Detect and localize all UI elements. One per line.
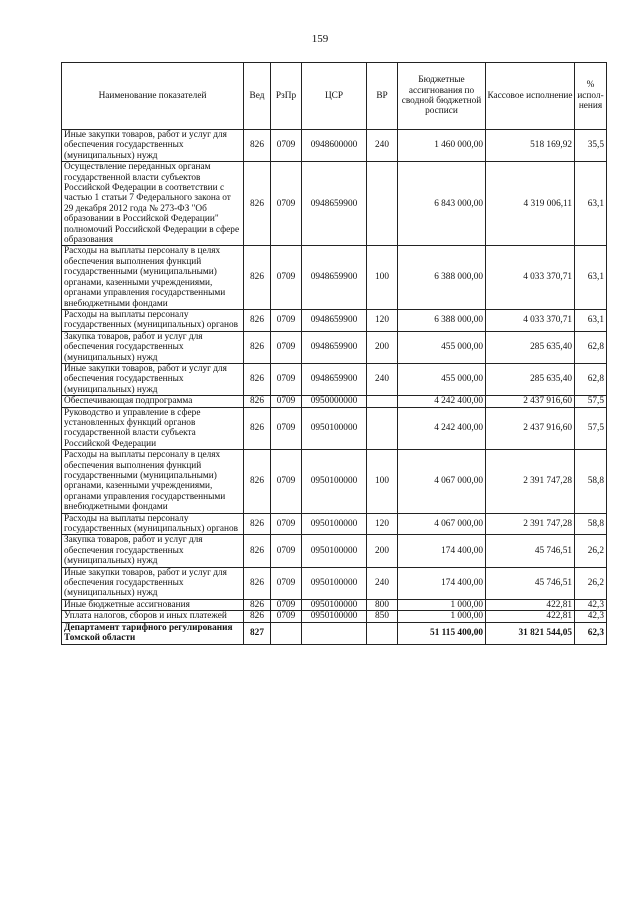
cell-kass: 45 746,51 <box>486 535 575 567</box>
cell-rzpr: 0709 <box>271 246 302 309</box>
cell-csr: 0950100000 <box>302 567 367 599</box>
table-row <box>62 450 607 513</box>
cell-name: Обеспечивающая подпрограмма <box>62 396 244 407</box>
cell-csr: 0948659900 <box>302 246 367 309</box>
cell-vr <box>367 622 398 644</box>
cell-vr <box>367 396 398 407</box>
cell-vr: 850 <box>367 611 398 622</box>
table-body <box>62 130 607 645</box>
cell-rzpr: 0709 <box>271 331 302 363</box>
cell-budget: 6 843 000,00 <box>398 162 486 246</box>
cell-pct: 57,5 <box>575 396 607 407</box>
cell-pct: 26,2 <box>575 535 607 567</box>
table-row <box>62 513 607 535</box>
cell-pct: 63,1 <box>575 309 607 331</box>
cell-ved: 826 <box>244 331 271 363</box>
cell-budget: 6 388 000,00 <box>398 309 486 331</box>
cell-pct: 26,2 <box>575 567 607 599</box>
cell-pct: 35,5 <box>575 130 607 162</box>
cell-vr <box>367 162 398 246</box>
cell-budget: 4 242 400,00 <box>398 396 486 407</box>
cell-budget: 4 242 400,00 <box>398 407 486 450</box>
cell-ved: 826 <box>244 162 271 246</box>
cell-budget: 455 000,00 <box>398 331 486 363</box>
table-row <box>62 130 607 162</box>
cell-ved: 826 <box>244 450 271 513</box>
cell-name: Иные закупки товаров, работ и услуг для обеспечения государственных (муниципальных) нужд <box>62 567 244 599</box>
cell-ved: 826 <box>244 396 271 407</box>
table-row <box>62 331 607 363</box>
cell-name: Департамент тарифного регулирования Томской области <box>62 622 244 644</box>
cell-rzpr: 0709 <box>271 407 302 450</box>
cell-csr: 0950100000 <box>302 599 367 610</box>
table-header-row <box>62 63 607 130</box>
cell-csr: 0948659900 <box>302 363 367 395</box>
cell-budget: 455 000,00 <box>398 363 486 395</box>
cell-csr: 0950100000 <box>302 407 367 450</box>
cell-rzpr: 0709 <box>271 611 302 622</box>
cell-rzpr: 0709 <box>271 309 302 331</box>
cell-kass: 45 746,51 <box>486 567 575 599</box>
cell-ved: 826 <box>244 130 271 162</box>
cell-rzpr: 0709 <box>271 363 302 395</box>
cell-name: Закупка товаров, работ и услуг для обеспечения государственных (муниципальных) нужд <box>62 535 244 567</box>
cell-name: Расходы на выплаты персоналу в целях обеспечения выполнения функций государственными (муниципальными) органами, казенными учреждениями, органами управления государственными внебюджетными фондами <box>62 246 244 309</box>
table-row <box>62 162 607 246</box>
cell-ved: 826 <box>244 363 271 395</box>
cell-ved: 826 <box>244 567 271 599</box>
table-row <box>62 535 607 567</box>
cell-vr: 200 <box>367 535 398 567</box>
cell-name: Закупка товаров, работ и услуг для обеспечения государственных (муниципальных) нужд <box>62 331 244 363</box>
cell-pct: 62,3 <box>575 622 607 644</box>
cell-pct: 42,3 <box>575 599 607 610</box>
cell-rzpr <box>271 622 302 644</box>
cell-kass: 4 319 006,11 <box>486 162 575 246</box>
cell-pct: 62,8 <box>575 331 607 363</box>
cell-name: Расходы на выплаты персоналу в целях обеспечения выполнения функций государственными (муниципальными) органами, казенными учреждениями, органами управления государственными внебюджетными фондами <box>62 450 244 513</box>
cell-budget: 1 460 000,00 <box>398 130 486 162</box>
cell-budget: 1 000,00 <box>398 611 486 622</box>
cell-kass: 2 437 916,60 <box>486 407 575 450</box>
cell-kass: 285 635,40 <box>486 363 575 395</box>
cell-vr: 120 <box>367 309 398 331</box>
header-budget: Бюджетные ассигнования по сводной бюджетной росписи <box>398 63 486 130</box>
cell-vr: 100 <box>367 246 398 309</box>
cell-name: Расходы на выплаты персоналу государственных (муниципальных) органов <box>62 513 244 535</box>
cell-ved: 826 <box>244 535 271 567</box>
cell-budget: 51 115 400,00 <box>398 622 486 644</box>
budget-table <box>61 62 607 645</box>
cell-name: Иные закупки товаров, работ и услуг для обеспечения государственных (муниципальных) нужд <box>62 363 244 395</box>
cell-kass: 2 391 747,28 <box>486 450 575 513</box>
cell-pct: 58,8 <box>575 450 607 513</box>
table-row <box>62 396 607 407</box>
cell-rzpr: 0709 <box>271 162 302 246</box>
cell-ved: 826 <box>244 246 271 309</box>
cell-pct: 62,8 <box>575 363 607 395</box>
cell-budget: 4 067 000,00 <box>398 450 486 513</box>
cell-pct: 42,3 <box>575 611 607 622</box>
cell-vr: 100 <box>367 450 398 513</box>
cell-vr: 240 <box>367 567 398 599</box>
cell-name: Руководство и управление в сфере установленных функций органов государственной власти субъекта Российской Федерации <box>62 407 244 450</box>
cell-ved: 826 <box>244 599 271 610</box>
cell-csr: 0948659900 <box>302 162 367 246</box>
table-row <box>62 611 607 622</box>
header-rzpr: РзПр <box>271 63 302 130</box>
cell-ved: 827 <box>244 622 271 644</box>
cell-vr: 800 <box>367 599 398 610</box>
cell-vr: 240 <box>367 130 398 162</box>
cell-csr: 0950100000 <box>302 450 367 513</box>
cell-vr: 200 <box>367 331 398 363</box>
header-kass: Кассовое исполнение <box>486 63 575 130</box>
table-row <box>62 363 607 395</box>
header-csr: ЦСР <box>302 63 367 130</box>
table-row <box>62 309 607 331</box>
cell-kass: 422,81 <box>486 599 575 610</box>
cell-ved: 826 <box>244 611 271 622</box>
table-row <box>62 567 607 599</box>
cell-budget: 4 067 000,00 <box>398 513 486 535</box>
cell-vr <box>367 407 398 450</box>
cell-rzpr: 0709 <box>271 513 302 535</box>
cell-pct: 63,1 <box>575 246 607 309</box>
header-pct: % испол-нения <box>575 63 607 130</box>
cell-rzpr: 0709 <box>271 567 302 599</box>
cell-name: Иные закупки товаров, работ и услуг для обеспечения государственных (муниципальных) нужд <box>62 130 244 162</box>
cell-budget: 1 000,00 <box>398 599 486 610</box>
cell-kass: 2 391 747,28 <box>486 513 575 535</box>
cell-ved: 826 <box>244 513 271 535</box>
cell-csr: 0948659900 <box>302 309 367 331</box>
cell-name: Расходы на выплаты персоналу государственных (муниципальных) органов <box>62 309 244 331</box>
header-name: Наименование показателей <box>62 63 244 130</box>
table-row <box>62 622 607 644</box>
cell-vr: 240 <box>367 363 398 395</box>
cell-rzpr: 0709 <box>271 130 302 162</box>
cell-rzpr: 0709 <box>271 396 302 407</box>
table-row <box>62 599 607 610</box>
cell-rzpr: 0709 <box>271 599 302 610</box>
cell-csr: 0948600000 <box>302 130 367 162</box>
cell-name: Иные бюджетные ассигнования <box>62 599 244 610</box>
cell-kass: 285 635,40 <box>486 331 575 363</box>
cell-kass: 4 033 370,71 <box>486 309 575 331</box>
cell-csr: 0948659900 <box>302 331 367 363</box>
cell-csr: 0950100000 <box>302 535 367 567</box>
cell-budget: 174 400,00 <box>398 567 486 599</box>
cell-ved: 826 <box>244 309 271 331</box>
header-ved: Вед <box>244 63 271 130</box>
cell-budget: 6 388 000,00 <box>398 246 486 309</box>
header-vr: ВР <box>367 63 398 130</box>
cell-pct: 63,1 <box>575 162 607 246</box>
cell-ved: 826 <box>244 407 271 450</box>
page-number: 159 <box>311 33 329 45</box>
cell-csr <box>302 622 367 644</box>
cell-csr: 0950100000 <box>302 513 367 535</box>
cell-rzpr: 0709 <box>271 450 302 513</box>
cell-csr: 0950100000 <box>302 611 367 622</box>
cell-vr: 120 <box>367 513 398 535</box>
cell-rzpr: 0709 <box>271 535 302 567</box>
cell-pct: 57,5 <box>575 407 607 450</box>
cell-name: Осуществление переданных органам государственной власти субъектов Российской Федерации в соответствии с частью 1 статьи 7 Федерального закона от 29 декабря 2012 года № 273-ФЗ "Об образовании в Российской Федерации" полномочий Российской Федерации в сфере образования <box>62 162 244 246</box>
cell-csr: 0950000000 <box>302 396 367 407</box>
table-row <box>62 407 607 450</box>
cell-kass: 518 169,92 <box>486 130 575 162</box>
cell-kass: 4 033 370,71 <box>486 246 575 309</box>
cell-pct: 58,8 <box>575 513 607 535</box>
cell-kass: 422,81 <box>486 611 575 622</box>
table-row <box>62 246 607 309</box>
cell-budget: 174 400,00 <box>398 535 486 567</box>
cell-kass: 2 437 916,60 <box>486 396 575 407</box>
cell-kass: 31 821 544,05 <box>486 622 575 644</box>
cell-name: Уплата налогов, сборов и иных платежей <box>62 611 244 622</box>
